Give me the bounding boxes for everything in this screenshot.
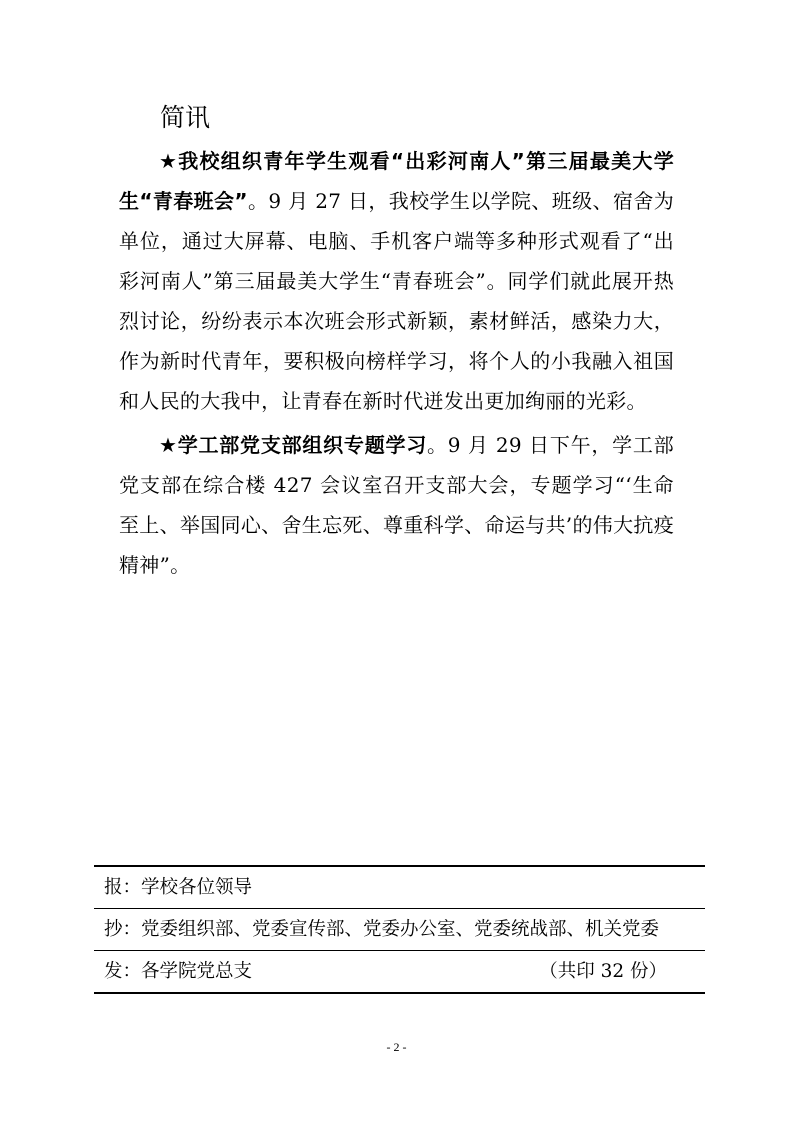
report-recipients: 学校各位领导 xyxy=(141,877,253,898)
news-item-2-title: ★学工部党支部组织专题学习 xyxy=(159,433,428,457)
send-to-row xyxy=(94,950,705,992)
send-label: 发： xyxy=(104,961,142,982)
section-heading: 简讯 xyxy=(160,103,211,132)
news-item-1-title: ★我校组织青年学生观看“出彩河南人”第三届最美大学生“青春班会” xyxy=(119,149,674,213)
report-label: 报： xyxy=(104,877,142,898)
copy-to-row xyxy=(94,908,705,950)
print-count: （共印 32 份） xyxy=(539,961,667,982)
news-item-1 xyxy=(119,141,674,421)
distribution-bottom-rule xyxy=(94,992,705,994)
news-item-2-text: 。9 月 29 日下午，学工部党支部在综合楼 427 会议室召开支部大会，专题学习“‘生命至上、举国同心、舍生忘死、尊重科学、命运与共’的伟大抗疫精神”。 xyxy=(119,433,675,577)
star-icon: ★ xyxy=(159,433,178,457)
copy-recipients: 党委组织部、党委宣传部、党委办公室、党委统战部、机关党委 xyxy=(141,919,660,940)
copy-label: 抄： xyxy=(104,919,142,940)
send-recipients: 各学院党总支 xyxy=(141,961,253,982)
distribution-block xyxy=(94,865,705,994)
news-item-1-text: 。9 月 27 日，我校学生以学院、班级、宿舍为单位，通过大屏幕、电脑、手机客户端等多种形式观看了“出彩河南人”第三届最美大学生“青春班会”。同学们就此展开热烈讨论，纷纷表示本次班会形式新颖，素材鲜活，感染力大，作为新时代青年，要积极向榜样学习，将个人的小我融入祖国和人民的大我中，让青春在新时代迸发出更加绚丽的光彩。 xyxy=(119,189,674,413)
news-item-2 xyxy=(119,425,674,585)
star-icon: ★ xyxy=(159,149,179,173)
page-number: - 2 - xyxy=(386,1040,407,1054)
report-to-row xyxy=(94,867,705,908)
news-body xyxy=(119,141,674,585)
